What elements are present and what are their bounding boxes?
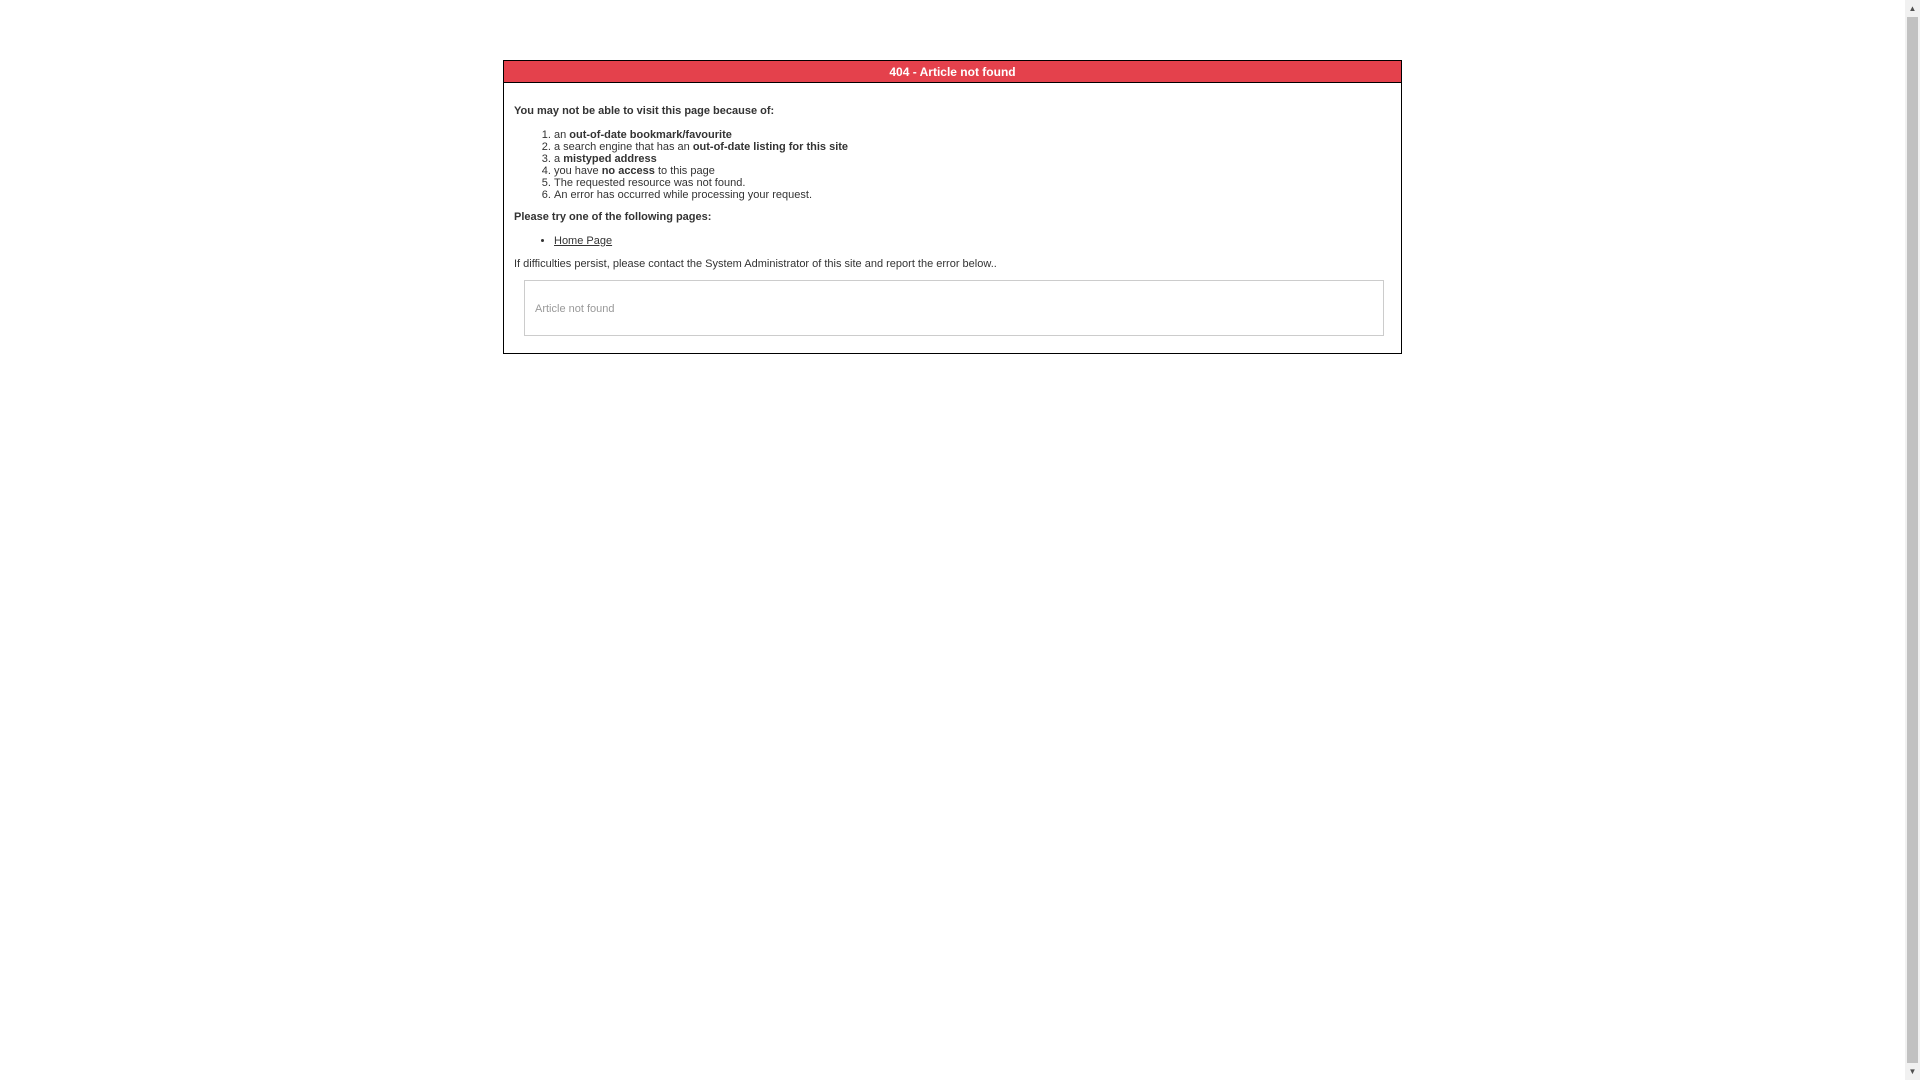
- reasons-list: [524, 129, 848, 201]
- reason-suffix: to this page: [654, 165, 715, 177]
- reason-bold: mistyped address: [563, 153, 657, 165]
- intro-text: You may not be able to visit this page because of:: [514, 105, 775, 117]
- vertical-scrollbar[interactable]: [1905, 0, 1920, 1080]
- error-details-text: Article not found: [535, 303, 615, 315]
- reason-prefix: an: [554, 129, 570, 141]
- suggested-page-item: [554, 235, 612, 247]
- reason-bold: no access: [601, 165, 655, 177]
- reason-prefix: An error has occurred while processing your request.: [554, 189, 813, 201]
- reason-prefix: a search engine that has an: [554, 141, 693, 153]
- reason-item: [554, 129, 848, 141]
- page-title: 404 - Article not found: [504, 61, 1401, 83]
- error-container: [503, 60, 1402, 354]
- reason-item: [554, 177, 848, 189]
- try-pages-title: Please try one of the following pages:: [514, 211, 712, 223]
- suggested-pages-list: [524, 235, 612, 247]
- reason-prefix: you have: [554, 165, 602, 177]
- error-details-box: [524, 280, 1384, 336]
- reason-item: [554, 153, 848, 165]
- reason-item: [554, 141, 848, 153]
- reason-prefix: a: [554, 153, 564, 165]
- triangle-down-icon[interactable]: ▼: [1908, 1067, 1917, 1076]
- scrollbar-thumb[interactable]: [1907, 17, 1918, 1063]
- reason-item: [554, 165, 848, 177]
- reason-prefix: The requested resource was not found.: [554, 177, 746, 189]
- reason-bold: out-of-date listing for this site: [692, 141, 849, 153]
- home-page-link[interactable]: Home Page: [554, 235, 613, 247]
- triangle-up-icon[interactable]: ▲: [1908, 4, 1917, 13]
- reason-item: [554, 189, 848, 201]
- reason-bold: out-of-date bookmark/favourite: [569, 129, 732, 141]
- persist-message: If difficulties persist, please contact the System Administrator of this site and report the error below..: [514, 258, 997, 270]
